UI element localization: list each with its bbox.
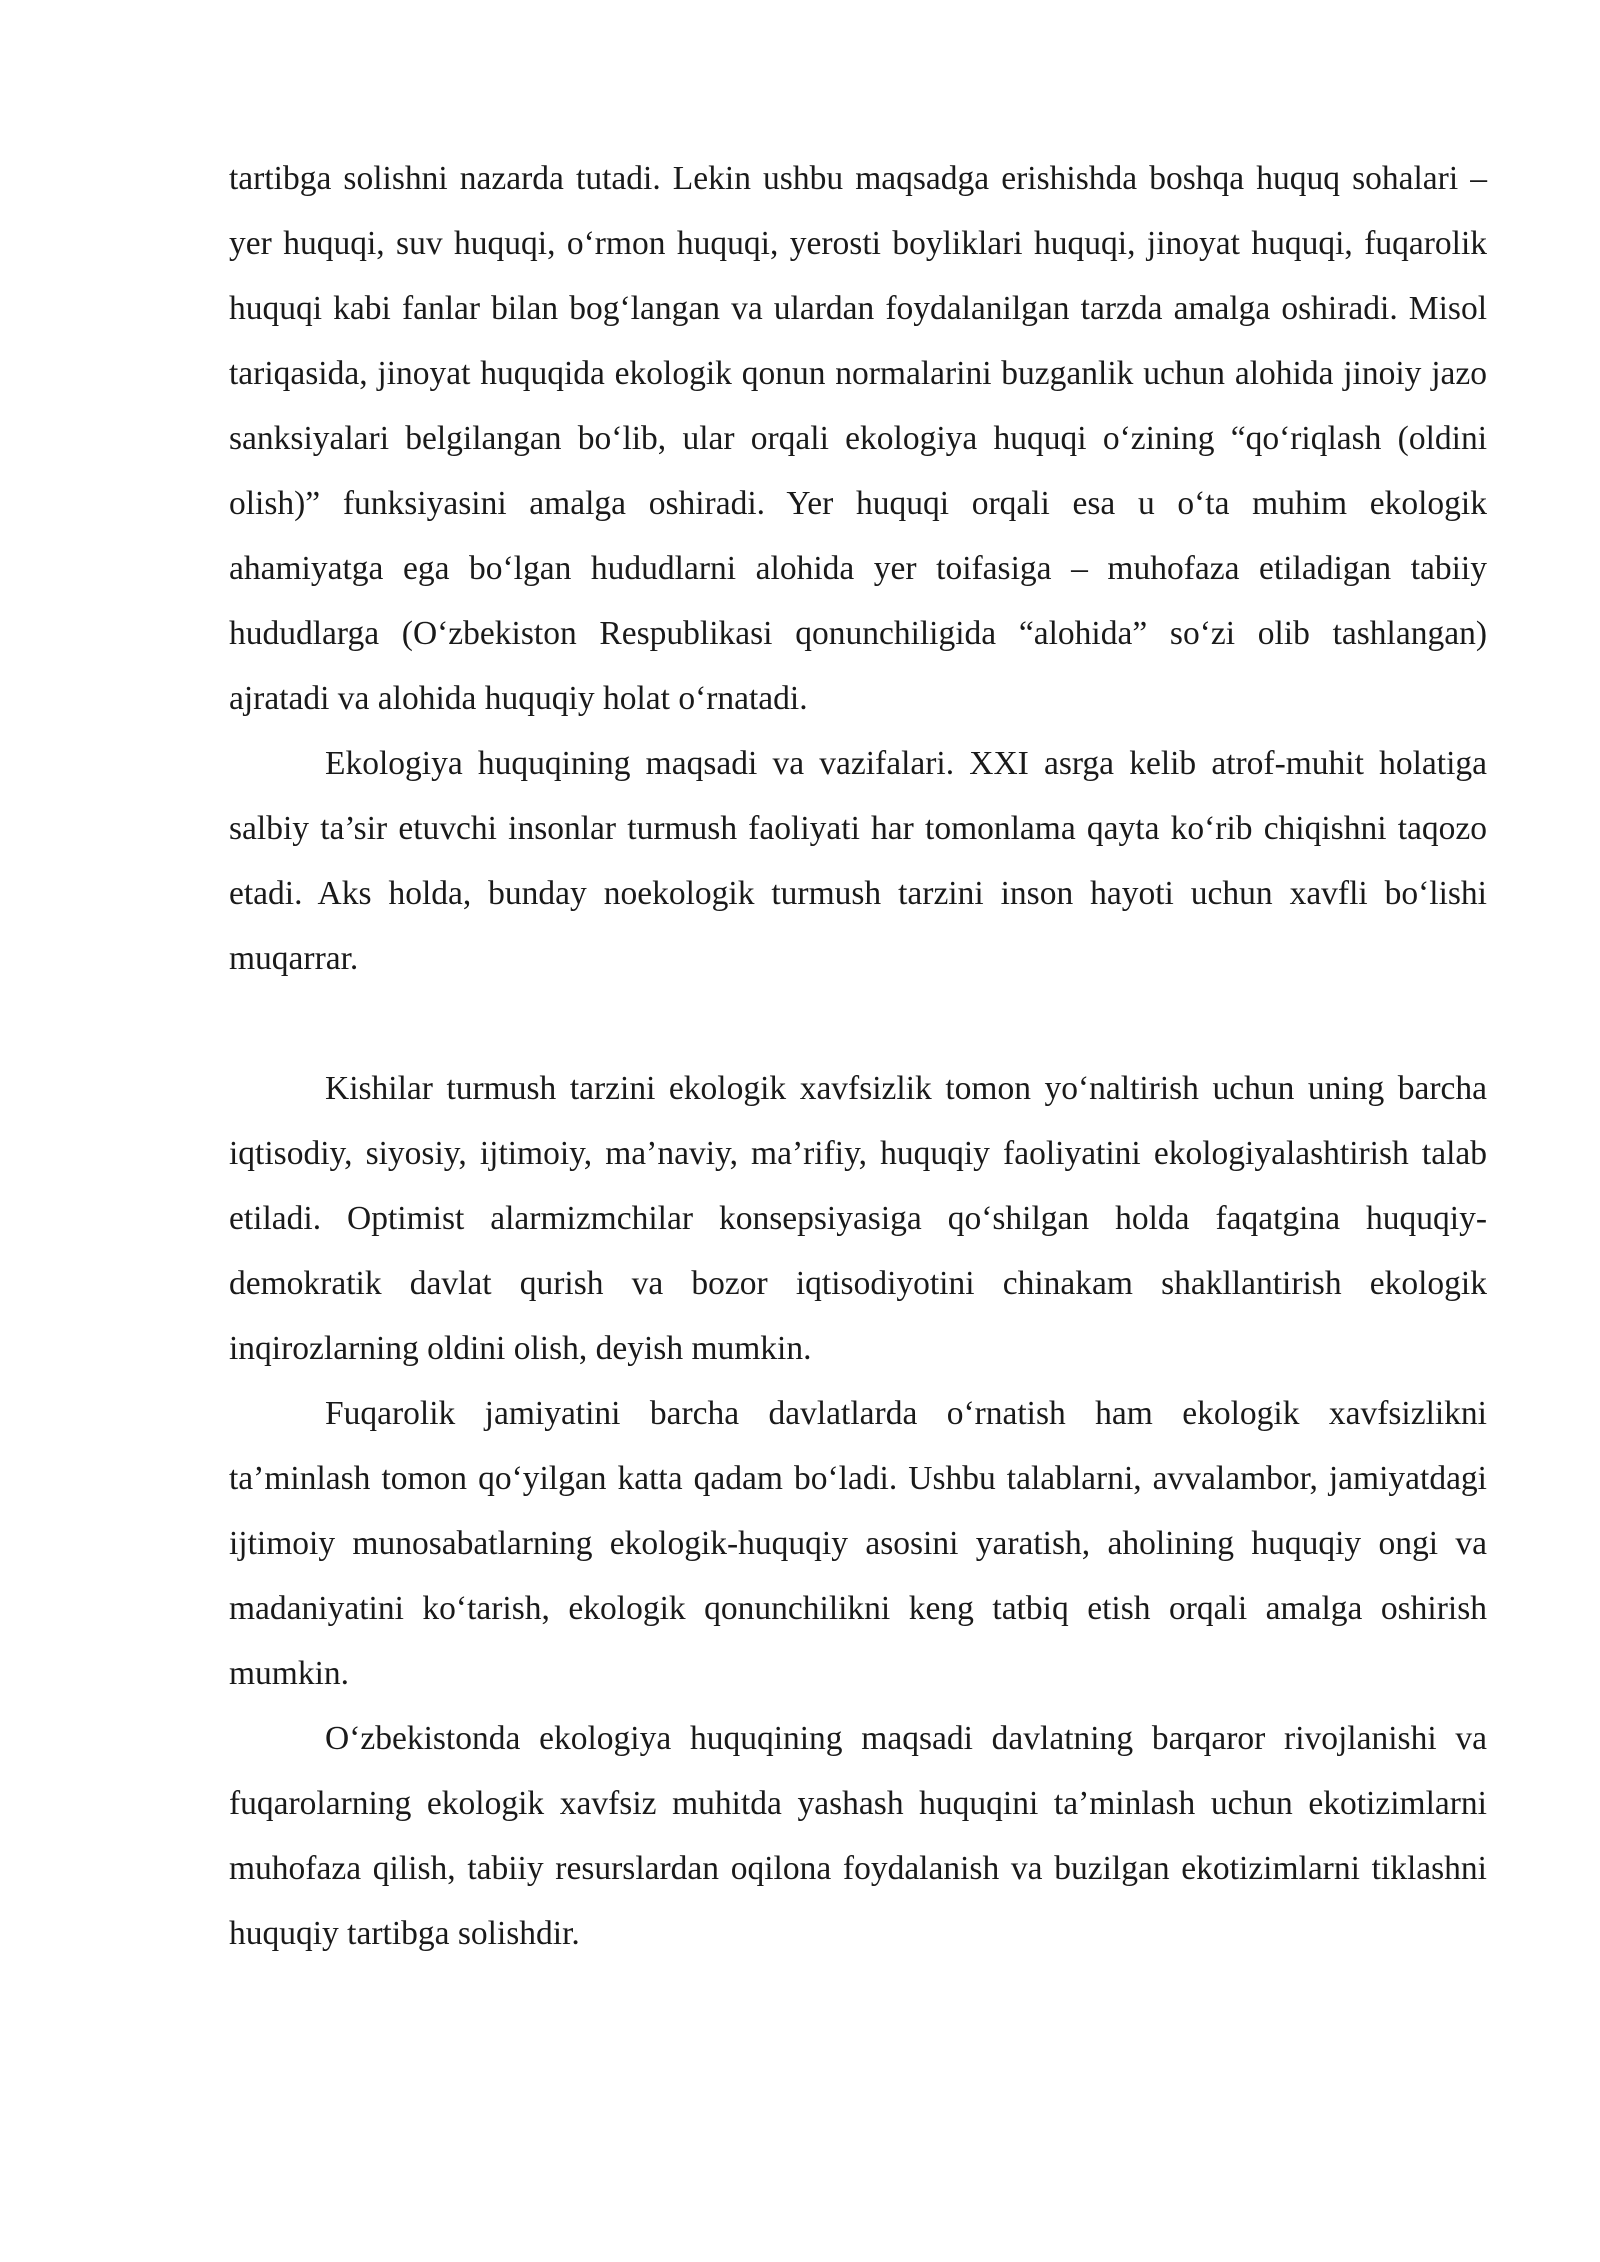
paragraph-civil-society: Fuqarolik jamiyatini barcha davlatlarda o‘rnatish ham ekologik xavfsizlikni ta’minlash tomon qo‘yilgan katta qadam bo‘ladi. Ushbu talablarni, avvalambor, jamiyatdagi ijtimoiy munosabatlarning ekologik-huquqiy asosini yaratish, aholining huquqiy ongi va madaniyatini ko‘tarish, ekologik qonunchilikni keng tatbiq etish orqali amalga oshirish mumkin. [229,1395,1487,1692]
document-body [229,146,1487,1966]
paragraph-uzbekistan-goal: O‘zbekistonda ekologiya huquqining maqsadi davlatning barqaror rivojlanishi va fuqarolarning ekologik xavfsiz muhitda yashash huquqini ta’minlash uchun ekotizimlarni muhofaza qilish, tabiiy resurslardan oqilona foydalanish va buzilgan ekotizimlarni tiklashni huquqiy tartibga solishdir. [229,1720,1487,1952]
paragraph-goals-intro: Ekologiya huquqining maqsadi va vazifalari. XXI asrga kelib atrof-muhit holatiga salbiy ta’sir etuvchi insonlar turmush faoliyati har tomonlama qayta ko‘rib chiqishni taqozo etadi. Aks holda, bunday noekologik turmush tarzini inson hayoti uchun xavfli bo‘lishi muqarrar. [229,745,1487,977]
paragraph-continuation: tartibga solishni nazarda tutadi. Lekin ushbu maqsadga erishishda boshqa huquq sohalari – yer huquqi, suv huquqi, o‘rmon huquqi, yerosti boyliklari huquqi, jinoyat huquqi, fuqarolik huquqi kabi fanlar bilan bog‘langan va ulardan foydalanilgan tarzda amalga oshiradi. Misol tariqasida, jinoyat huquqida ekologik qonun normalarini buzganlik uchun alohida jinoiy jazo sanksiyalari belgilangan bo‘lib, ular orqali ekologiya huquqi o‘zining “qo‘riqlash (oldini olish)” funksiyasini amalga oshiradi. Yer huquqi orqali esa u o‘ta muhim ekologik ahamiyatga ega bo‘lgan hududlarni alohida yer toifasiga – muhofaza etiladigan tabiiy hududlarga (O‘zbekiston Respublikasi qonunchiligida “alohida” so‘zi olib tashlangan) ajratadi va alohida huquqiy holat o‘rnatadi. [229,160,1487,717]
paragraph-lifestyle: Kishilar turmush tarzini ekologik xavfsizlik tomon yo‘naltirish uchun uning barcha iqtisodiy, siyosiy, ijtimoiy, ma’naviy, ma’rifiy, huquqiy faoliyatini ekologiyalashtirish talab etiladi. Optimist alarmizmchilar konsepsiyasiga qo‘shilgan holda faqatgina huquqiy-demokratik davlat qurish va bozor iqtisodiyotini chinakam shakllantirish ekologik inqirozlarning oldini olish, deyish mumkin. [229,1070,1487,1367]
